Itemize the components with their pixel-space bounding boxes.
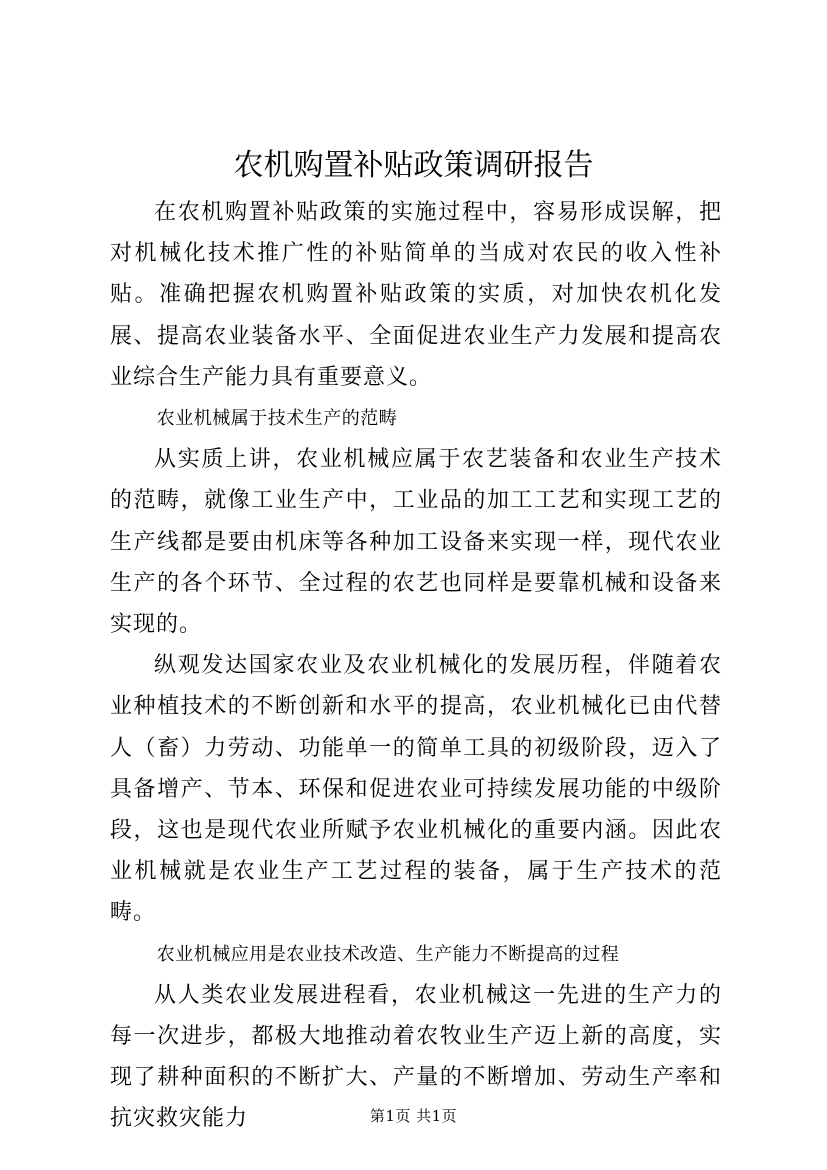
page-number-footer: 第1页 共1页 (369, 1107, 458, 1125)
paragraph-intro: 在农机购置补贴政策的实施过程中，容易形成误解，把对机械化技术推广性的补贴简单的当成对农民的收入性补贴。准确把握农机购置补贴政策的实质，对加快农机化发展、提高农业装备水平、全面促进农业生产力发展和提高农业综合生产能力具有重要意义。 (110, 200, 722, 390)
paragraph-human-progress: 从人类农业发展进程看，农业机械这一先进的生产力的每一次进步，都极大地推动着农牧业生产迈上新的高度，实现了耕种面积的不断扩大、产量的不断增加、劳动生产率和抗灾救灾能力 (110, 982, 722, 1132)
paragraph-development-history: 纵观发达国家农业及农业机械化的发展历程，伴随着农业种植技术的不断创新和水平的提高，农业机械化已由代替人（畜）力劳动、功能单一的简单工具的初级阶段，迈入了具备增产、节本、环保和促进农业可持续发展功能的中级阶段，这也是现代农业所赋予农业机械化的重要内涵。因此农业机械就是农业生产工艺过程的装备，属于生产技术的范畴。 (110, 653, 722, 926)
document-body (110, 192, 722, 1140)
section-heading-technical-scope: 农业机械属于技术生产的范畴 (156, 408, 398, 430)
section-heading-technical-transformation: 农业机械应用是农业技术改造、生产能力不断提高的过程 (156, 943, 620, 965)
paragraph-essence: 从实质上讲，农业机械应属于农艺装备和农业生产技术的范畴，就像工业生产中，工业品的加工工艺和实现工艺的生产线都是要由机床等各种加工设备来实现一样，现代农业生产的各个环节、全过程的农艺也同样是要靠机械和设备来实现的。 (110, 447, 722, 638)
document-title: 农机购置补贴政策调研报告 (233, 148, 594, 183)
